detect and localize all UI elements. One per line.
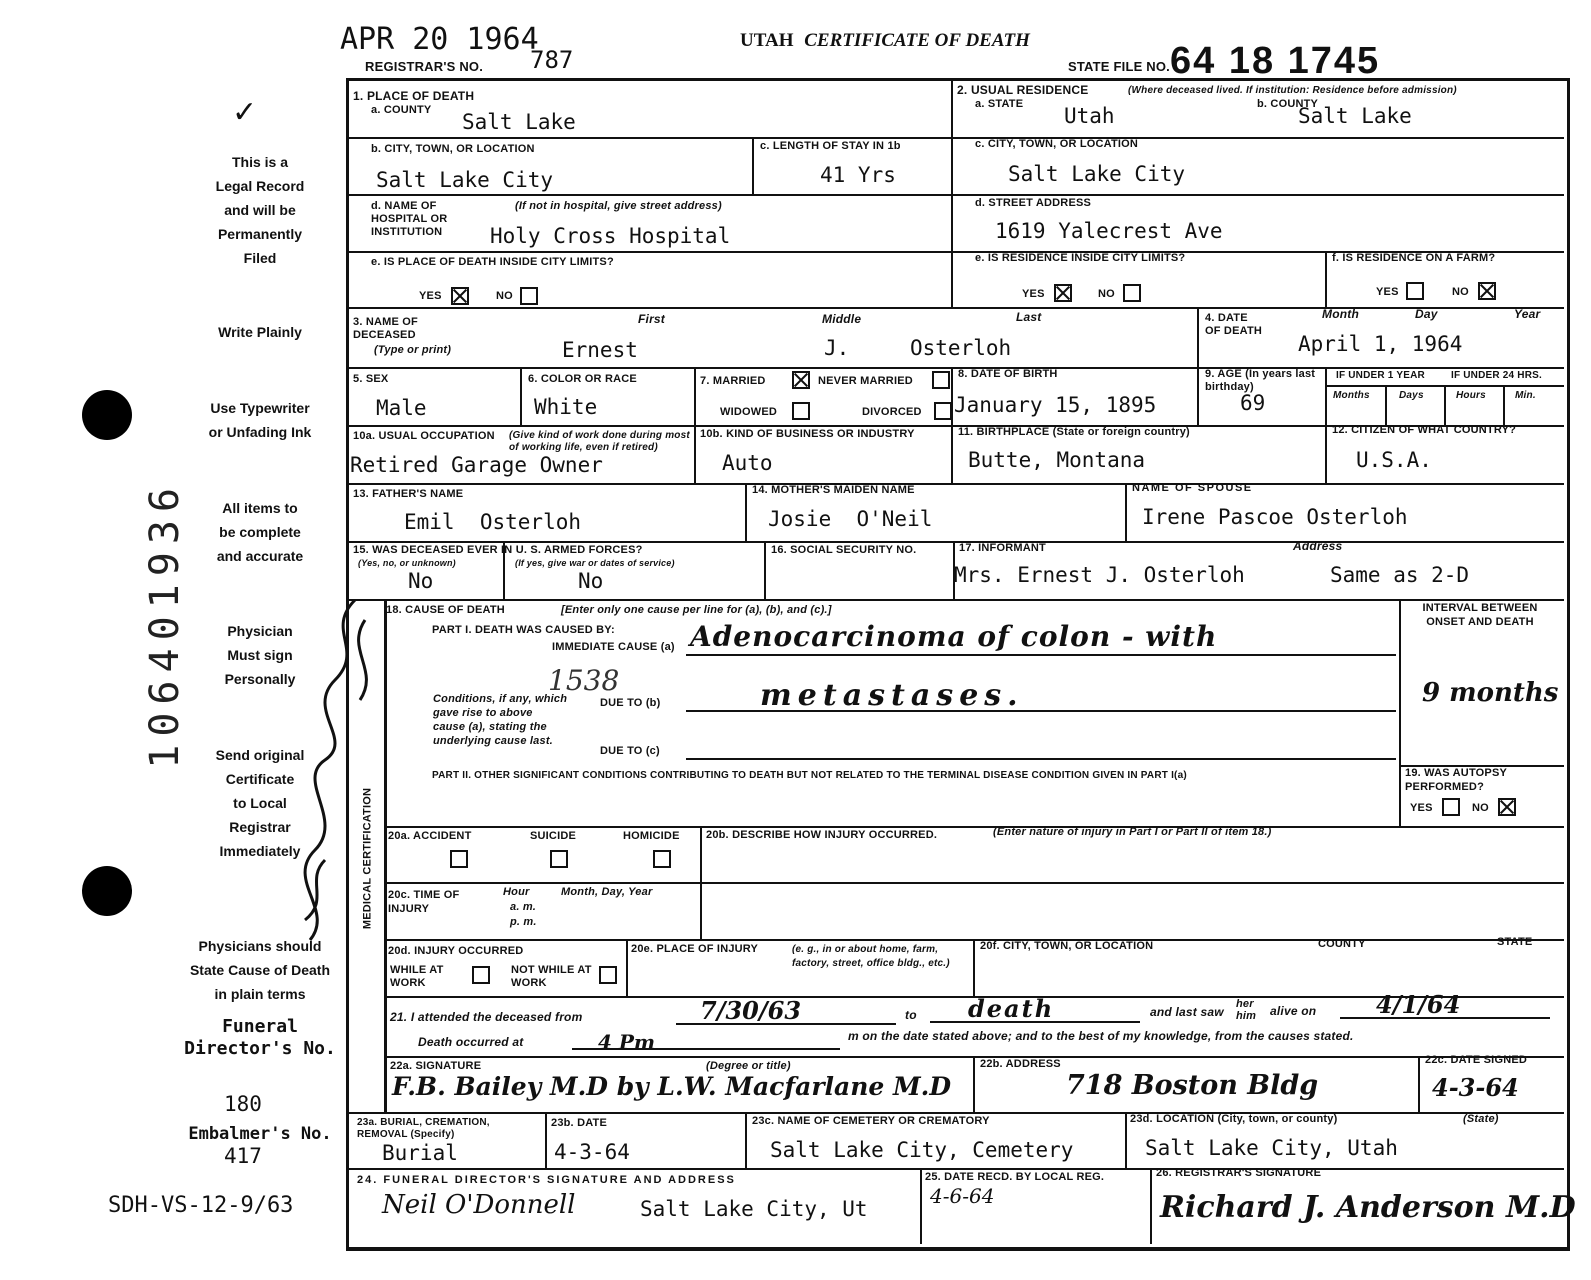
occupation-value: Retired Garage Owner [350, 453, 603, 477]
business-value: Auto [722, 451, 773, 475]
date-of-death-label: 4. DATE OF DEATH [1205, 312, 1263, 337]
cemetery-location-value: Salt Lake City, Utah [1145, 1136, 1398, 1160]
funeral-director-address: Salt Lake City, Ut [640, 1197, 868, 1221]
inside-city-yes-checkbox[interactable] [451, 287, 469, 305]
registrar-no: 787 [530, 46, 574, 74]
vertical-serial-number: 106401936 [142, 480, 188, 769]
citizen-label: 12. CITIZEN OF WHAT COUNTRY? [1332, 424, 1517, 436]
attended-from-value: 7/30/63 [700, 996, 802, 1025]
occupation-note: (Give kind of work done during most of working life, even if retired) [509, 430, 690, 453]
type-or-print-note: (Type or print) [374, 344, 452, 356]
date-signed-value: 4-3-64 [1432, 1073, 1519, 1102]
under-1-year-label: IF UNDER 1 YEAR [1336, 370, 1425, 381]
informant-value: Mrs. Ernest J. Osterloh [954, 563, 1245, 587]
month-label: Month [1322, 307, 1359, 321]
length-stay-value: 41 Yrs [820, 163, 896, 187]
hour-label: Hour [503, 886, 530, 898]
alive-on-label: alive on [1270, 1004, 1317, 1018]
divorced-checkbox[interactable] [934, 402, 952, 420]
no-label: NO [1452, 286, 1469, 298]
months-label: Months [1333, 390, 1370, 401]
injury-state-label: STATE [1497, 936, 1533, 948]
place-of-injury-label: 20e. PLACE OF INJURY [631, 943, 759, 955]
date-received-value: 4-6-64 [930, 1184, 995, 1208]
registrar-signature-label: 26. REGISTRAR'S SIGNATURE [1156, 1167, 1322, 1179]
race-value: White [534, 395, 598, 419]
yes-label: YES [1376, 286, 1399, 298]
state-file-no: 64 18 1745 [1170, 40, 1381, 82]
last-label: Last [1016, 310, 1042, 324]
birth-date-label: 8. DATE OF BIRTH [958, 368, 1058, 380]
cemetery-location-label: 23d. LOCATION (City, town, or county) [1130, 1113, 1338, 1125]
cause-of-death-note: [Enter only one cause per line for (a), (b), and (c).] [561, 604, 832, 616]
under-24-hrs-label: IF UNDER 24 HRS. [1451, 370, 1542, 381]
physician-note: Physician Must sign Personally [224, 623, 296, 687]
father-value: Emil Osterloh [404, 510, 582, 534]
min-label: Min. [1515, 390, 1536, 401]
injury-how-note: (Enter nature of injury in Part I or Part II of item 18.) [993, 826, 1272, 838]
occupation-label: 10a. USUAL OCCUPATION [353, 430, 495, 442]
disposition-date-value: 4-3-64 [554, 1140, 630, 1164]
funeral-director-label: Funeral Director's No. [184, 1016, 336, 1059]
immediate-cause-label: IMMEDIATE CAUSE (a) [552, 641, 675, 653]
spouse-label: NAME OF SPOUSE [1132, 482, 1253, 494]
injury-occurred-label: 20d. INJURY OCCURRED [388, 945, 524, 957]
embalmer-no: 417 [224, 1144, 262, 1168]
last-name-value: Osterloh [910, 336, 1012, 360]
informant-address-label: Address [1293, 539, 1343, 553]
cause-of-death-label: 18. CAUSE OF DEATH [386, 604, 505, 616]
first-name-value: Ernest [562, 338, 638, 362]
street-label: d. STREET ADDRESS [975, 197, 1092, 209]
res-inside-yes-checkbox[interactable] [1054, 284, 1072, 302]
res-city-value: Salt Lake City [1008, 162, 1186, 186]
to-label: to [905, 1008, 917, 1022]
cemetery-label: 23c. NAME OF CEMETERY OR CREMATORY [752, 1115, 990, 1127]
funeral-director-signature: Neil O'Donnell [382, 1190, 576, 1220]
res-county-value: Salt Lake [1298, 104, 1412, 128]
attended-to-value: death [968, 994, 1055, 1023]
sex-label: 5. SEX [353, 373, 389, 385]
autopsy-yes-checkbox[interactable] [1442, 798, 1460, 816]
no-label: NO [496, 290, 513, 302]
father-label: 13. FATHER'S NAME [353, 488, 464, 500]
homicide-checkbox[interactable] [653, 850, 671, 868]
married-label: 7. MARRIED [700, 375, 766, 387]
accident-label: 20a. ACCIDENT [388, 830, 472, 842]
birth-date-value: January 15, 1895 [954, 393, 1157, 417]
inside-city-no-checkbox[interactable] [520, 287, 538, 305]
date-received-label: 25. DATE RECD. BY LOCAL REG. [925, 1171, 1105, 1183]
hospital-label: d. NAME OF HOSPITAL OR INSTITUTION [371, 200, 448, 238]
days-label: Days [1399, 390, 1424, 401]
physician-vertical-signature [285, 590, 395, 950]
part1-label: PART I. DEATH WAS CAUSED BY: [432, 624, 615, 636]
usual-residence-note: (Where deceased lived. If institution: Residence before admission) [1128, 85, 1457, 96]
injury-how-label: 20b. DESCRIBE HOW INJURY OCCURRED. [706, 829, 938, 841]
state-file-label: STATE FILE NO. [1068, 59, 1170, 74]
complete-note: All items to be complete and accurate [216, 500, 304, 564]
city-value: Salt Lake City [376, 168, 554, 192]
attended-label: 21. I attended the deceased from [390, 1010, 583, 1024]
occurred-at-value: 4 Pm [598, 1030, 656, 1054]
widowed-checkbox[interactable] [792, 402, 810, 420]
address-label: 22b. ADDRESS [980, 1058, 1061, 1070]
age-label: 9. AGE (In years last birthday) [1205, 368, 1316, 393]
war-dates-note: (If yes, give war or dates of service) [515, 558, 675, 568]
write-plainly-note: Write Plainly [218, 324, 302, 340]
city-label: b. CITY, TOWN, OR LOCATION [371, 143, 535, 155]
form-title [740, 30, 1030, 52]
pm-label: p. m. [510, 916, 537, 928]
registrar-label: REGISTRAR'S NO. [365, 59, 484, 74]
birthplace-label: 11. BIRTHPLACE (State or foreign country) [958, 426, 1190, 438]
physician-signature: F.B. Bailey M.D by L.W. Macfarlane M.D [392, 1072, 952, 1101]
inside-city-label: e. IS PLACE OF DEATH INSIDE CITY LIMITS? [371, 256, 614, 268]
not-while-at-work-label: NOT WHILE AT WORK [511, 964, 592, 989]
homicide-label: HOMICIDE [623, 830, 680, 842]
registrar-signature: Richard J. Anderson M.D [1160, 1190, 1576, 1225]
first-label: First [638, 312, 666, 326]
informant-label: 17. INFORMANT [959, 542, 1046, 554]
not-while-at-work-checkbox[interactable] [599, 966, 617, 984]
res-inside-city-label: e. IS RESIDENCE INSIDE CITY LIMITS? [975, 252, 1186, 264]
while-at-work-label: WHILE AT WORK [390, 964, 444, 989]
medical-certification-label: MEDICAL CERTIFICATION [361, 787, 374, 930]
farm-yes-checkbox[interactable] [1406, 282, 1424, 300]
alive-on-value: 4/1/64 [1376, 990, 1461, 1019]
armed-forces-note: (Yes, no, or unknown) [358, 558, 456, 568]
cemetery-value: Salt Lake City, Cemetery [770, 1138, 1074, 1162]
part2-label: PART II. OTHER SIGNIFICANT CONDITIONS CONTRIBUTING TO DEATH BUT NOT RELATED TO THE TERMINAL DISEASE CONDITION GIVEN IN PART I(a) [432, 770, 1187, 781]
state-label: a. STATE [975, 98, 1024, 110]
due-to-b-value: metastases. [760, 678, 1024, 713]
due-to-b-label: DUE TO (b) [600, 697, 661, 709]
binder-hole [82, 390, 132, 440]
title-main: CERTIFICATE OF DEATH [804, 30, 1030, 51]
suicide-label: SUICIDE [530, 830, 577, 842]
res-inside-no-checkbox[interactable] [1123, 284, 1141, 302]
degree-label: (Degree or title) [706, 1060, 791, 1072]
res-city-label: c. CITY, TOWN, OR LOCATION [975, 138, 1139, 150]
while-at-work-checkbox[interactable] [472, 966, 490, 984]
immediate-cause-value: Adenocarcinoma of colon - with [690, 620, 1218, 653]
armed-forces-value: No [408, 569, 434, 593]
embalmer-label: Embalmer's No. [188, 1124, 332, 1144]
no-label: NO [1098, 288, 1115, 300]
accident-checkbox[interactable] [450, 850, 468, 868]
typewriter-note: Use Typewriter or Unfading Ink [208, 400, 312, 440]
date-signed-label: 22c. DATE SIGNED [1425, 1054, 1528, 1066]
send-original-note: Send original Certificate to Local Registrar Immediately [215, 747, 305, 859]
mother-label: 14. MOTHER'S MAIDEN NAME [752, 484, 915, 496]
never-married-label: NEVER MARRIED [818, 375, 913, 387]
county-label: a. COUNTY [371, 104, 432, 116]
cause-terms-note: Physicians should State Cause of Death in plain terms [189, 938, 331, 1002]
res-county-label: b. COUNTY [1257, 98, 1319, 110]
time-of-injury-label: 20c. TIME OF INJURY [388, 889, 460, 915]
street-value: 1619 Yalecrest Ave [995, 219, 1223, 243]
never-married-checkbox[interactable] [932, 371, 950, 389]
date-of-death-value: April 1, 1964 [1298, 332, 1463, 356]
county-value: Salt Lake [462, 110, 576, 134]
disposition-value: Burial [382, 1141, 458, 1165]
widowed-label: WIDOWED [720, 406, 778, 418]
hospital-note: (If not in hospital, give street address) [515, 200, 722, 212]
occurred-at-label: Death occurred at [418, 1035, 524, 1049]
last-saw-label: and last saw [1150, 1005, 1224, 1019]
farm-label: f. IS RESIDENCE ON A FARM? [1332, 252, 1496, 264]
title-state: UTAH [740, 30, 794, 51]
armed-forces-label: 15. WAS DECEASED EVER IN U. S. ARMED FORCES? [353, 544, 643, 556]
name-deceased-label: 3. NAME OF DECEASED [353, 316, 418, 341]
mother-value: Josie O'Neil [768, 507, 933, 531]
disposition-label: 23a. BURIAL, CREMATION, REMOVAL (Specify) [357, 1117, 490, 1140]
war-dates-value: No [578, 569, 604, 593]
am-label: a. m. [510, 901, 537, 913]
date-stamp: APR 20 1964 [340, 22, 539, 57]
injury-city-label: 20f. CITY, TOWN, OR LOCATION [980, 940, 1154, 952]
married-checkbox[interactable] [792, 371, 810, 389]
informant-address-value: Same as 2-D [1330, 563, 1470, 587]
spouse-value: Irene Pascoe Osterloh [1142, 505, 1408, 529]
check-mark: ✓ [232, 96, 258, 129]
hours-label: Hours [1456, 390, 1486, 401]
yes-label: YES [1410, 802, 1433, 814]
age-value: 69 [1240, 391, 1266, 415]
race-label: 6. COLOR OR RACE [528, 373, 637, 385]
cause-code: 1538 [548, 664, 620, 697]
disposition-date-label: 23b. DATE [551, 1117, 607, 1129]
business-label: 10b. KIND OF BUSINESS OR INDUSTRY [700, 428, 915, 440]
month-day-year-label: Month, Day, Year [561, 886, 653, 898]
no-label: NO [1472, 802, 1489, 814]
best-knowledge-text: m on the date stated above; and to the best of my knowledge, from the causes stated. [848, 1029, 1354, 1043]
birthplace-value: Butte, Montana [968, 448, 1146, 472]
interval-label: INTERVAL BETWEEN ONSET AND DEATH [1422, 602, 1538, 628]
conditions-note: Conditions, if any, which gave rise to above cause (a), stating the underlying cause last. [433, 693, 568, 747]
ssn-label: 16. SOCIAL SECURITY NO. [771, 544, 917, 556]
injury-county-label: COUNTY [1318, 938, 1366, 950]
funeral-director-no: 180 [224, 1092, 262, 1116]
her-him-label: her him [1236, 998, 1257, 1022]
place-of-injury-note: (e. g., in or about home, farm, factory, street, office bldg., etc.) [792, 944, 950, 969]
due-to-c-label: DUE TO (c) [600, 745, 660, 757]
suicide-checkbox[interactable] [550, 850, 568, 868]
place-of-death-label: 1. PLACE OF DEATH [353, 89, 475, 103]
sex-value: Male [376, 396, 427, 420]
state-paren-label: (State) [1463, 1113, 1499, 1125]
legal-record-note: This is a Legal Record and will be Permanently Filed [215, 154, 305, 266]
middle-name-value: J. [824, 336, 850, 360]
yes-label: YES [1022, 288, 1045, 300]
binder-hole [82, 866, 132, 916]
form-code: SDH-VS-12-9/63 [108, 1193, 294, 1218]
signature-label: 22a. SIGNATURE [390, 1060, 482, 1072]
middle-label: Middle [822, 312, 862, 326]
year-label: Year [1514, 307, 1541, 321]
usual-residence-label: 2. USUAL RESIDENCE [957, 83, 1089, 97]
funeral-director-signature-label: 24. FUNERAL DIRECTOR'S SIGNATURE AND ADDRESS [357, 1174, 736, 1186]
physician-address-value: 718 Boston Bldg [1066, 1070, 1319, 1101]
farm-no-checkbox[interactable] [1478, 282, 1496, 300]
interval-value: 9 months [1422, 678, 1559, 708]
yes-label: YES [419, 290, 442, 302]
autopsy-no-checkbox[interactable] [1498, 798, 1516, 816]
length-stay-label: c. LENGTH OF STAY IN 1b [760, 140, 901, 152]
day-label: Day [1415, 307, 1438, 321]
autopsy-label: 19. WAS AUTOPSY PERFORMED? [1405, 767, 1507, 793]
citizen-value: U.S.A. [1356, 448, 1432, 472]
hospital-value: Holy Cross Hospital [490, 224, 731, 248]
divorced-label: DIVORCED [862, 406, 922, 418]
res-state-value: Utah [1064, 104, 1115, 128]
